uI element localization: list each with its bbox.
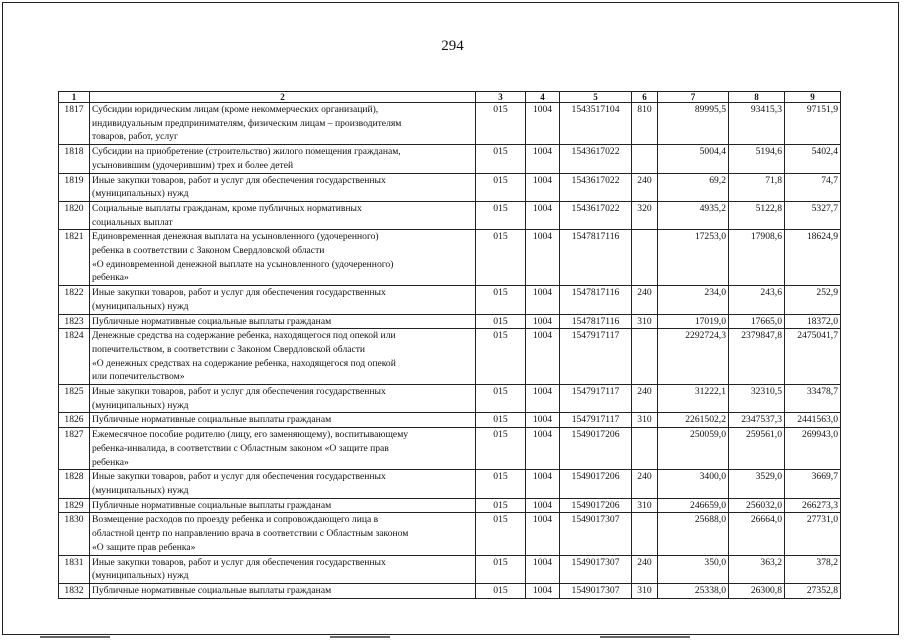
expense-type-cell: 240 [632, 555, 658, 583]
expense-type-cell: 310 [632, 498, 658, 513]
table-row [59, 555, 841, 583]
expense-type-cell: 240 [632, 470, 658, 498]
description-line: «О защите прав ребенка» [92, 541, 196, 553]
amount-year2-cell: 5194,6 [729, 145, 785, 173]
section-code-cell: 1004 [526, 286, 560, 314]
section-code-cell: 1004 [526, 513, 560, 555]
ministry-code-cell: 015 [476, 329, 526, 385]
description-line: Иные закупки товаров, работ и услуг для обеспечения государственных [92, 556, 386, 568]
description-line: Социальные выплаты гражданам, кроме публичных нормативных [92, 202, 362, 214]
expense-type-cell: 310 [632, 583, 658, 598]
amount-year1-cell: 17253,0 [658, 230, 729, 286]
ministry-code-cell: 015 [476, 230, 526, 286]
ministry-code-cell: 015 [476, 555, 526, 583]
description-line: Иные закупки товаров, работ и услуг для обеспечения государственных [92, 386, 386, 398]
expense-type-cell [632, 329, 658, 385]
amount-year1-cell: 250059,0 [658, 428, 729, 470]
amount-year2-cell: 3529,0 [729, 470, 785, 498]
section-code-cell: 1004 [526, 555, 560, 583]
table-row [59, 583, 841, 598]
expense-type-cell [632, 145, 658, 173]
ministry-code-cell: 015 [476, 470, 526, 498]
description-cell [90, 103, 476, 145]
section-code-cell: 1004 [526, 583, 560, 598]
description-line: Возмещение расходов по проезду ребенка и сопровождающего лица в [92, 514, 379, 526]
row-number-cell: 1821 [59, 230, 90, 286]
amount-year2-cell: 93415,3 [729, 103, 785, 145]
amount-year1-cell: 246659,0 [658, 498, 729, 513]
table-row [59, 314, 841, 329]
description-cell [90, 513, 476, 555]
target-article-cell: 1543617022 [560, 173, 632, 201]
expense-type-cell [632, 513, 658, 555]
target-article-cell: 1549017206 [560, 470, 632, 498]
description-line: (муниципальных) нужд [92, 570, 189, 582]
description-line: ребенка-инвалида, в соответствии с Областным законом «О защите прав [92, 442, 389, 454]
expense-type-cell: 320 [632, 201, 658, 229]
description-cell [90, 230, 476, 286]
header-row [59, 92, 841, 103]
table-row [59, 145, 841, 173]
expense-type-cell [632, 230, 658, 286]
col-header-3: 3 [476, 92, 526, 103]
amount-year3-cell: 2441563,0 [785, 413, 841, 428]
amount-year3-cell: 27731,0 [785, 513, 841, 555]
table-row [59, 385, 841, 413]
description-line: Публичные нормативные социальные выплаты гражданам [92, 499, 332, 511]
ministry-code-cell: 015 [476, 498, 526, 513]
ministry-code-cell: 015 [476, 201, 526, 229]
page-number: 294 [441, 38, 464, 54]
description-line: Денежные средства на содержание ребенка, находящегося под опекой или [92, 330, 396, 342]
amount-year2-cell: 2347537,3 [729, 413, 785, 428]
target-article-cell: 1543617022 [560, 145, 632, 173]
target-article-cell: 1547817116 [560, 314, 632, 329]
ministry-code-cell: 015 [476, 145, 526, 173]
table-row [59, 201, 841, 229]
description-line: Ежемесячное пособие родителю (лицу, его заменяющему), воспитывающему [92, 429, 409, 441]
section-code-cell: 1004 [526, 173, 560, 201]
row-number-cell: 1819 [59, 173, 90, 201]
target-article-cell: 1543517104 [560, 103, 632, 145]
description-line: попечительством, в соответствии с Законом Свердловской области [92, 343, 366, 355]
amount-year3-cell: 5402,4 [785, 145, 841, 173]
ministry-code-cell: 015 [476, 314, 526, 329]
table-row [59, 103, 841, 145]
col-header-9: 9 [785, 92, 841, 103]
expense-type-cell: 310 [632, 413, 658, 428]
description-line: Иные закупки товаров, работ и услуг для обеспечения государственных [92, 174, 386, 186]
section-code-cell: 1004 [526, 230, 560, 286]
row-number-cell: 1818 [59, 145, 90, 173]
expense-type-cell: 810 [632, 103, 658, 145]
amount-year1-cell: 31222,1 [658, 385, 729, 413]
amount-year2-cell: 26300,8 [729, 583, 785, 598]
section-code-cell: 1004 [526, 103, 560, 145]
description-line: «О денежных средствах на содержание ребенка, находящегося под опекой [92, 357, 396, 369]
amount-year3-cell: 97151,9 [785, 103, 841, 145]
description-line: Иные закупки товаров, работ и услуг для обеспечения государственных [92, 287, 386, 299]
row-number-cell: 1831 [59, 555, 90, 583]
description-line: ребенка» [92, 456, 129, 468]
col-header-4: 4 [526, 92, 560, 103]
description-cell [90, 470, 476, 498]
amount-year2-cell: 243,6 [729, 286, 785, 314]
ministry-code-cell: 015 [476, 103, 526, 145]
amount-year1-cell: 3400,0 [658, 470, 729, 498]
ministry-code-cell: 015 [476, 413, 526, 428]
description-line: социальных выплат [92, 216, 173, 228]
amount-year2-cell: 5122,8 [729, 201, 785, 229]
target-article-cell: 1543617022 [560, 201, 632, 229]
amount-year3-cell: 252,9 [785, 286, 841, 314]
amount-year1-cell: 17019,0 [658, 314, 729, 329]
amount-year3-cell: 3669,7 [785, 470, 841, 498]
description-line: (муниципальных) нужд [92, 484, 189, 496]
description-line: Публичные нормативные социальные выплаты гражданам [92, 414, 332, 426]
row-number-cell: 1827 [59, 428, 90, 470]
section-code-cell: 1004 [526, 470, 560, 498]
description-line: усыновившим (удочерившим) трех и более детей [92, 159, 294, 171]
amount-year3-cell: 27352,8 [785, 583, 841, 598]
description-line: (муниципальных) нужд [92, 399, 189, 411]
target-article-cell: 1549017307 [560, 555, 632, 583]
ministry-code-cell: 015 [476, 385, 526, 413]
budget-table [58, 91, 841, 599]
description-cell [90, 286, 476, 314]
description-cell [90, 555, 476, 583]
description-cell [90, 329, 476, 385]
amount-year1-cell: 69,2 [658, 173, 729, 201]
expense-type-cell: 240 [632, 385, 658, 413]
section-code-cell: 1004 [526, 498, 560, 513]
target-article-cell: 1547917117 [560, 385, 632, 413]
description-line: ребенка» [92, 272, 129, 284]
target-article-cell: 1547817116 [560, 286, 632, 314]
expense-type-cell: 310 [632, 314, 658, 329]
col-header-6: 6 [632, 92, 658, 103]
table-row [59, 470, 841, 498]
col-header-7: 7 [658, 92, 729, 103]
ministry-code-cell: 015 [476, 286, 526, 314]
row-number-cell: 1828 [59, 470, 90, 498]
col-header-5: 5 [560, 92, 632, 103]
description-cell [90, 498, 476, 513]
amount-year2-cell: 32310,5 [729, 385, 785, 413]
amount-year3-cell: 5327,7 [785, 201, 841, 229]
amount-year2-cell: 71,8 [729, 173, 785, 201]
row-number-cell: 1825 [59, 385, 90, 413]
amount-year3-cell: 18372,0 [785, 314, 841, 329]
row-number-cell: 1832 [59, 583, 90, 598]
ministry-code-cell: 015 [476, 583, 526, 598]
amount-year2-cell: 17665,0 [729, 314, 785, 329]
row-number-cell: 1820 [59, 201, 90, 229]
target-article-cell: 1549017206 [560, 428, 632, 470]
amount-year1-cell: 25338,0 [658, 583, 729, 598]
amount-year1-cell: 350,0 [658, 555, 729, 583]
description-line: индивидуальным предпринимателям, физическим лицам – производителям [92, 117, 402, 129]
amount-year3-cell: 266273,3 [785, 498, 841, 513]
amount-year3-cell: 74,7 [785, 173, 841, 201]
description-cell [90, 583, 476, 598]
description-cell [90, 314, 476, 329]
amount-year2-cell: 2379847,8 [729, 329, 785, 385]
section-code-cell: 1004 [526, 385, 560, 413]
amount-year2-cell: 26664,0 [729, 513, 785, 555]
description-cell [90, 413, 476, 428]
section-code-cell: 1004 [526, 329, 560, 385]
target-article-cell: 1547817116 [560, 230, 632, 286]
amount-year3-cell: 378,2 [785, 555, 841, 583]
row-number-cell: 1817 [59, 103, 90, 145]
table-row [59, 173, 841, 201]
table-row [59, 230, 841, 286]
description-cell [90, 201, 476, 229]
description-cell [90, 428, 476, 470]
section-code-cell: 1004 [526, 428, 560, 470]
target-article-cell: 1549017307 [560, 583, 632, 598]
description-line: ребенка в соответствии с Законом Свердловской области [92, 245, 325, 257]
description-line: Публичные нормативные социальные выплаты гражданам [92, 315, 332, 327]
col-header-2: 2 [90, 92, 476, 103]
section-code-cell: 1004 [526, 201, 560, 229]
description-line: Публичные нормативные социальные выплаты гражданам [92, 584, 332, 596]
description-line: Субсидии на приобретение (строительство) жилого помещения гражданам, [92, 146, 401, 158]
amount-year2-cell: 256032,0 [729, 498, 785, 513]
table-row [59, 428, 841, 470]
amount-year1-cell: 89995,5 [658, 103, 729, 145]
target-article-cell: 1547917117 [560, 329, 632, 385]
expense-type-cell: 240 [632, 173, 658, 201]
section-code-cell: 1004 [526, 145, 560, 173]
table-row [59, 329, 841, 385]
amount-year3-cell: 18624,9 [785, 230, 841, 286]
amount-year1-cell: 4935,2 [658, 201, 729, 229]
description-line: (муниципальных) нужд [92, 188, 189, 200]
amount-year1-cell: 2261502,2 [658, 413, 729, 428]
col-header-8: 8 [729, 92, 785, 103]
expense-type-cell: 240 [632, 286, 658, 314]
amount-year3-cell: 2475041,7 [785, 329, 841, 385]
scan-edge-marks [0, 636, 905, 640]
description-line: Субсидии юридическим лицам (кроме некоммерческих организаций), [92, 104, 379, 115]
description-line: «О единовременной денежной выплате на усыновленного (удочеренного) [92, 258, 394, 270]
amount-year3-cell: 33478,7 [785, 385, 841, 413]
amount-year1-cell: 25688,0 [658, 513, 729, 555]
amount-year1-cell: 234,0 [658, 286, 729, 314]
table-row [59, 498, 841, 513]
row-number-cell: 1829 [59, 498, 90, 513]
description-line: или попечительством» [92, 371, 185, 383]
table-row [59, 413, 841, 428]
target-article-cell: 1549017307 [560, 513, 632, 555]
amount-year1-cell: 5004,4 [658, 145, 729, 173]
row-number-cell: 1830 [59, 513, 90, 555]
description-cell [90, 145, 476, 173]
row-number-cell: 1823 [59, 314, 90, 329]
description-line: товаров, работ, услуг [92, 131, 178, 143]
row-number-cell: 1824 [59, 329, 90, 385]
row-number-cell: 1826 [59, 413, 90, 428]
ministry-code-cell: 015 [476, 428, 526, 470]
ministry-code-cell: 015 [476, 513, 526, 555]
description-line: (муниципальных) нужд [92, 300, 189, 312]
target-article-cell: 1549017206 [560, 498, 632, 513]
description-cell [90, 385, 476, 413]
table-row [59, 286, 841, 314]
table-body [59, 103, 841, 599]
col-header-1: 1 [59, 92, 90, 103]
table-row [59, 513, 841, 555]
target-article-cell: 1547917117 [560, 413, 632, 428]
row-number-cell: 1822 [59, 286, 90, 314]
amount-year2-cell: 17908,6 [729, 230, 785, 286]
amount-year2-cell: 259561,0 [729, 428, 785, 470]
description-line: Единовременная денежная выплата на усыновленного (удочеренного) [92, 231, 379, 243]
ministry-code-cell: 015 [476, 173, 526, 201]
expense-type-cell [632, 428, 658, 470]
section-code-cell: 1004 [526, 413, 560, 428]
amount-year2-cell: 363,2 [729, 555, 785, 583]
description-line: областной центр по направлению врача в соответствии с Областным законом [92, 528, 409, 540]
description-cell [90, 173, 476, 201]
section-code-cell: 1004 [526, 314, 560, 329]
amount-year1-cell: 2292724,3 [658, 329, 729, 385]
amount-year3-cell: 269943,0 [785, 428, 841, 470]
description-line: Иные закупки товаров, работ и услуг для обеспечения государственных [92, 471, 386, 483]
